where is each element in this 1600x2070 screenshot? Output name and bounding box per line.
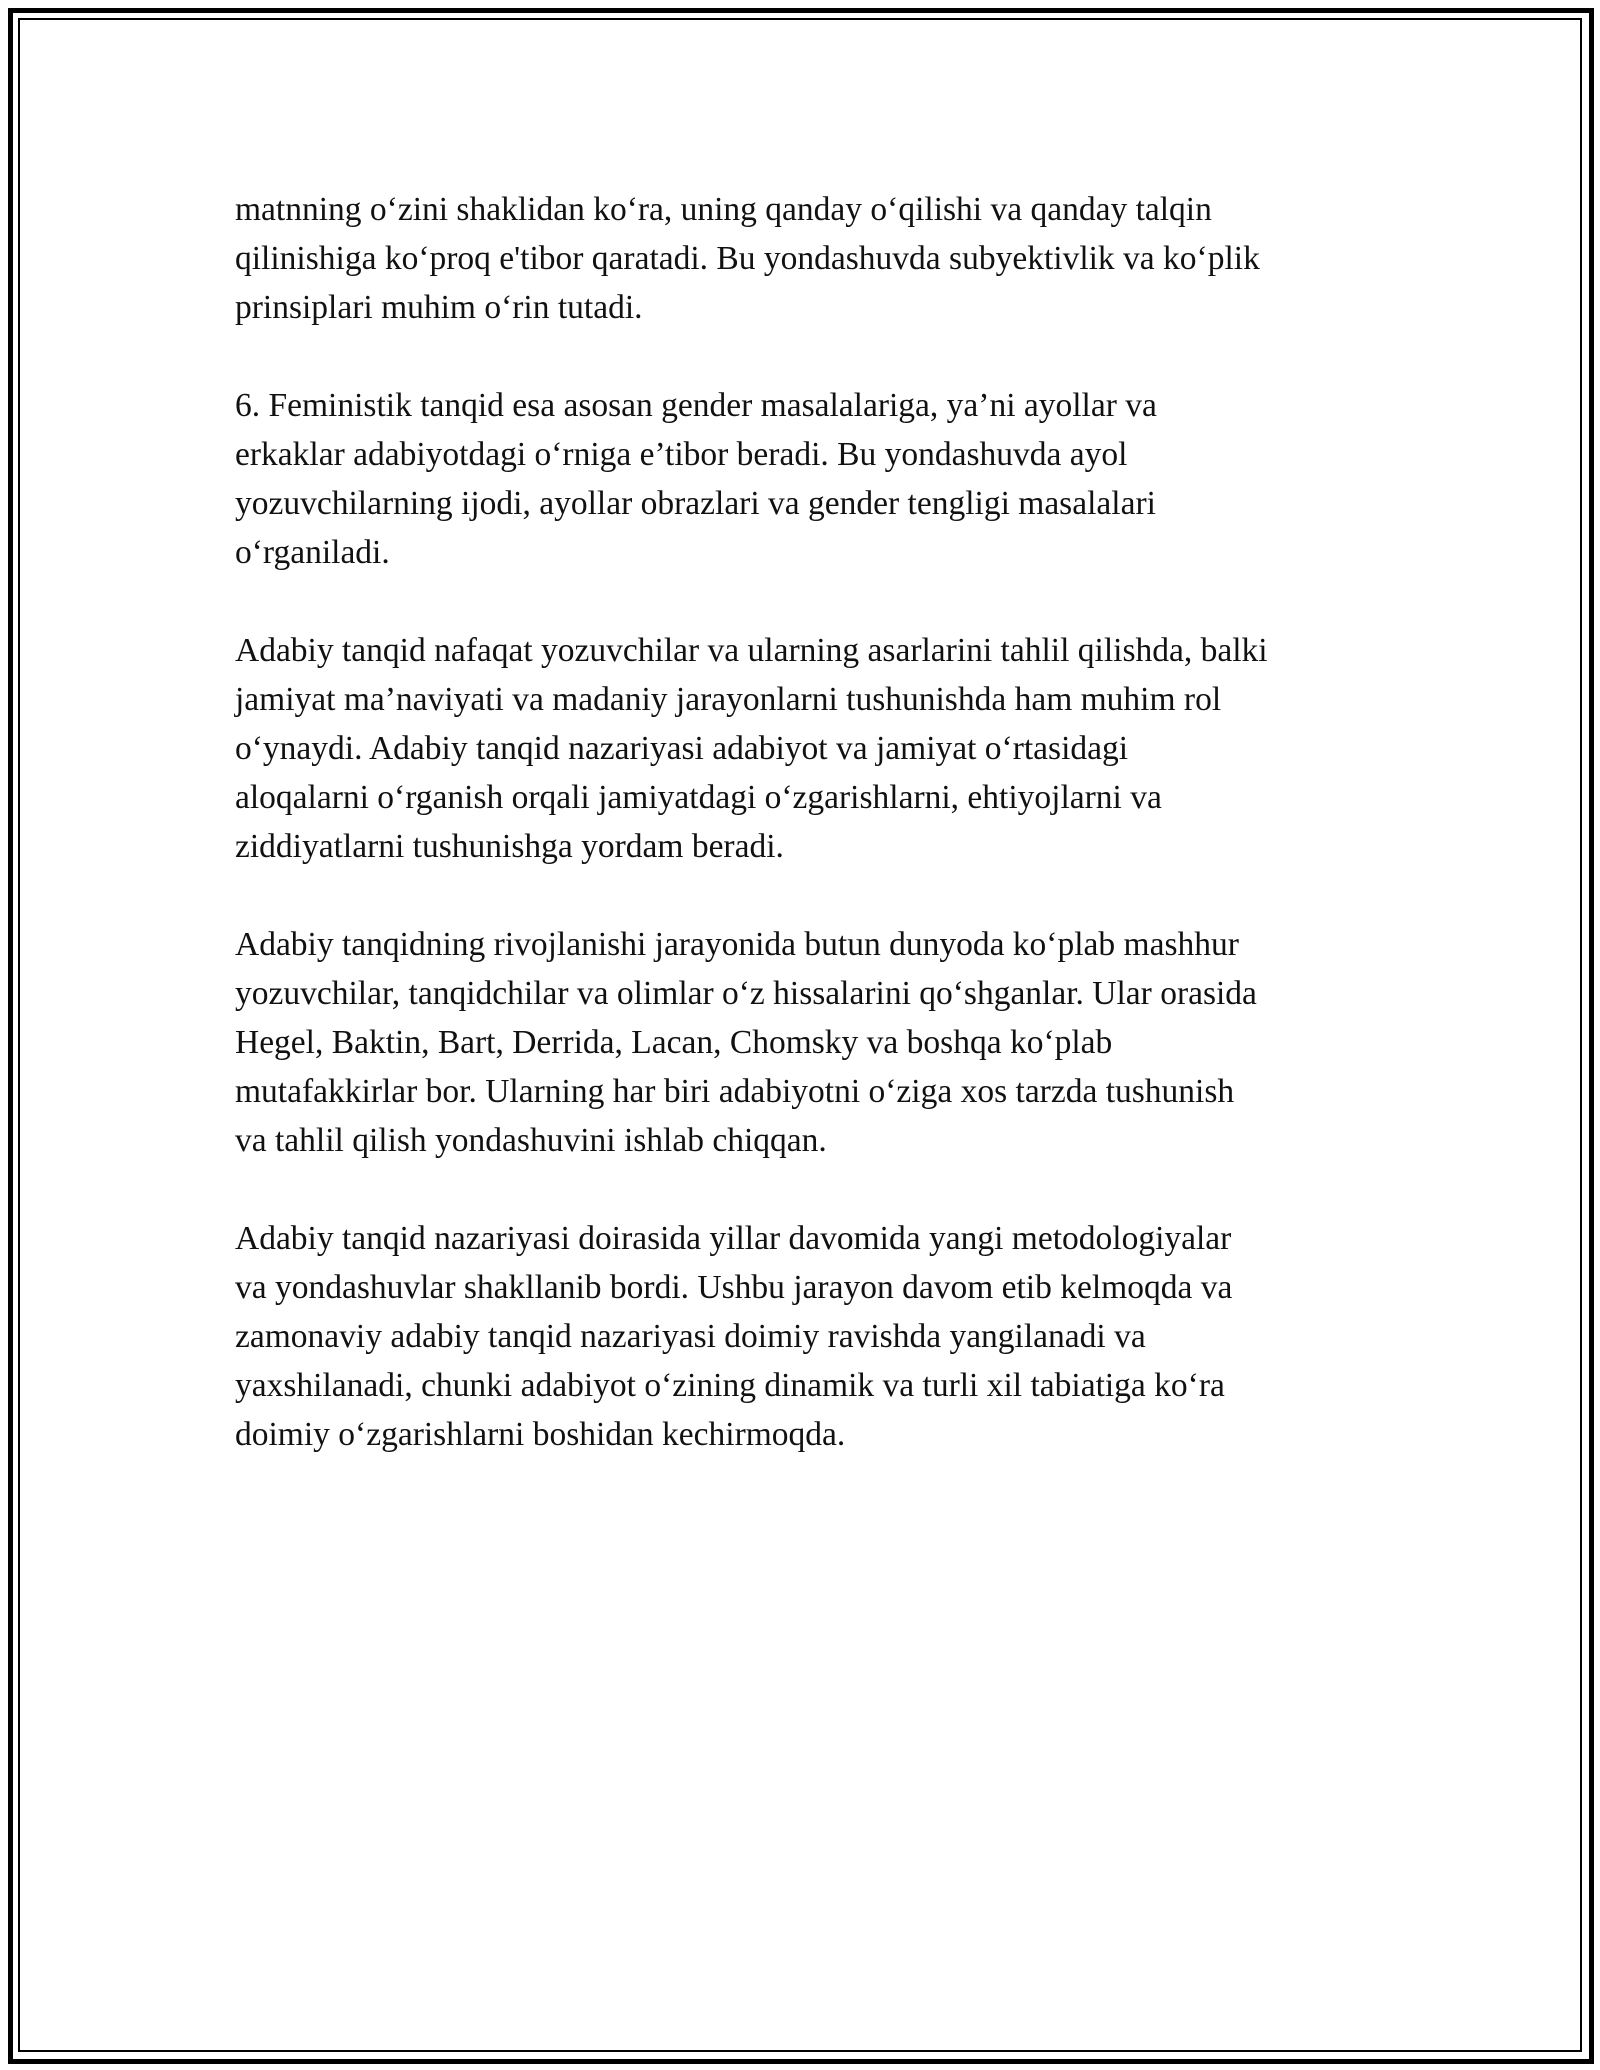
- text-line: yozuvchilar, tanqidchilar va olimlar o‘z hissalarini qo‘shganlar. Ular orasida: [235, 975, 1257, 1012]
- text-line: yozuvchilarning ijodi, ayollar obrazlari va gender tengligi masalalari: [235, 485, 1156, 522]
- paragraph-2: [235, 381, 1385, 577]
- text-line: jamiyat ma’naviyati va madaniy jarayonlarni tushunishda ham muhim rol: [235, 681, 1222, 718]
- text-line: ziddiyatlarni tushunishga yordam beradi.: [235, 828, 784, 865]
- text-line: va yondashuvlar shakllanib bordi. Ushbu jarayon davom etib kelmoqda va: [235, 1269, 1233, 1306]
- paragraph-3: [235, 626, 1385, 871]
- text-line: va tahlil qilish yondashuvini ishlab chiqqan.: [235, 1122, 827, 1159]
- text-line: Adabiy tanqid nazariyasi doirasida yillar davomida yangi metodologiyalar: [235, 1220, 1232, 1257]
- text-line: qilinishiga ko‘proq e'tibor qaratadi. Bu yondashuvda subyektivlik va ko‘plik: [235, 240, 1260, 277]
- document-body: [235, 185, 1385, 1508]
- text-line: o‘rganiladi.: [235, 534, 390, 571]
- text-line: o‘ynaydi. Adabiy tanqid nazariyasi adabiyot va jamiyat o‘rtasidagi: [235, 730, 1129, 767]
- text-line: doimiy o‘zgarishlarni boshidan kechirmoqda.: [235, 1416, 846, 1453]
- text-line: Hegel, Baktin, Bart, Derrida, Lacan, Chomsky va boshqa ko‘plab: [235, 1024, 1113, 1061]
- text-line: mutafakkirlar bor. Ularning har biri adabiyotni o‘ziga xos tarzda tushunish: [235, 1073, 1235, 1110]
- paragraph-4: [235, 920, 1385, 1165]
- text-line: erkaklar adabiyotdagi o‘rniga e’tibor beradi. Bu yondashuvda ayol: [235, 436, 1128, 473]
- text-line: Adabiy tanqid nafaqat yozuvchilar va ularning asarlarini tahlil qilishda, balki: [235, 632, 1268, 669]
- text-line: 6. Feministik tanqid esa asosan gender masalalariga, ya’ni ayollar va: [235, 387, 1157, 424]
- text-line: yaxshilanadi, chunki adabiyot o‘zining dinamik va turli xil tabiatiga ko‘ra: [235, 1367, 1225, 1404]
- text-line: prinsiplari muhim o‘rin tutadi.: [235, 289, 643, 326]
- text-line: zamonaviy adabiy tanqid nazariyasi doimiy ravishda yangilanadi va: [235, 1318, 1146, 1355]
- text-line: matnning o‘zini shaklidan ko‘ra, uning qanday o‘qilishi va qanday talqin: [235, 191, 1212, 228]
- text-line: Adabiy tanqidning rivojlanishi jarayonida butun dunyoda ko‘plab mashhur: [235, 926, 1239, 963]
- paragraph-1: [235, 185, 1385, 332]
- paragraph-5: [235, 1214, 1385, 1459]
- text-line: aloqalarni o‘rganish orqali jamiyatdagi o‘zgarishlarni, ehtiyojlarni va: [235, 779, 1162, 816]
